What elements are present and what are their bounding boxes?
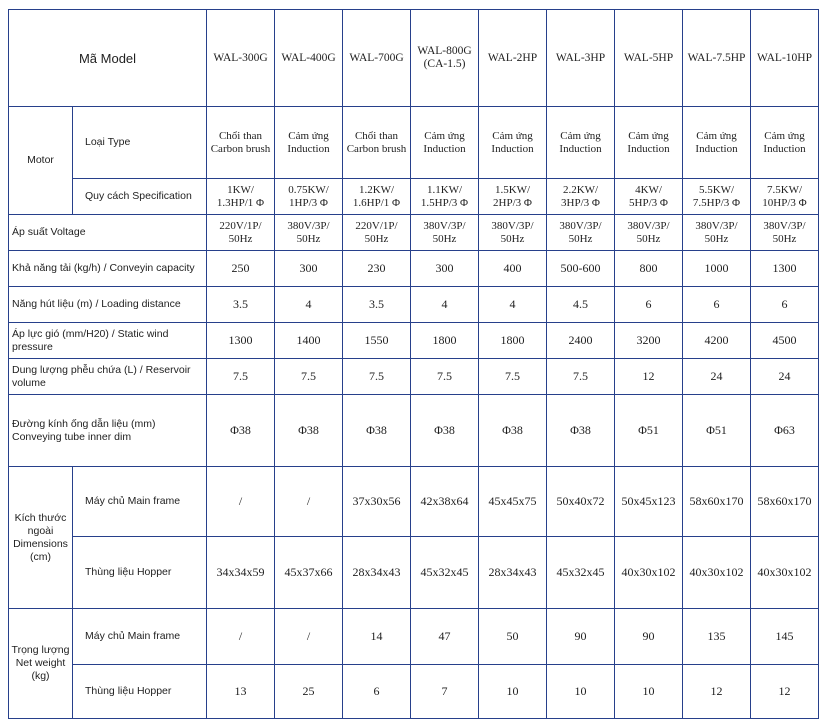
model-name: WAL-3HP <box>547 10 615 107</box>
reservoir-row <box>9 359 819 395</box>
tube-label: Đường kính ống dẫn liệu (mm) Conveying tube inner dim <box>9 395 207 467</box>
weight-main-cell: 90 <box>547 609 615 665</box>
wind-cell: 1800 <box>479 323 547 359</box>
motor-spec-cell: 1KW/ 1.3HP/1 Φ <box>207 179 275 215</box>
weight-group-label: Trọng lượng Net weight (kg) <box>9 609 73 719</box>
weight-hopper-cell: 12 <box>683 665 751 719</box>
dim-hopper-cell: 45x32x45 <box>547 537 615 609</box>
wind-cell: 1800 <box>411 323 479 359</box>
dim-main-row <box>9 467 819 537</box>
dim-hopper-label: Thùng liệu Hopper <box>73 537 207 609</box>
dim-hopper-cell: 40x30x102 <box>751 537 819 609</box>
weight-main-cell: 50 <box>479 609 547 665</box>
weight-main-row <box>9 609 819 665</box>
weight-hopper-row <box>9 665 819 719</box>
motor-type-label: Loại Type <box>73 107 207 179</box>
loading-cell: 4.5 <box>547 287 615 323</box>
dim-main-cell: 50x45x123 <box>615 467 683 537</box>
loading-cell: 4 <box>275 287 343 323</box>
weight-main-cell: / <box>207 609 275 665</box>
tube-cell: Φ38 <box>275 395 343 467</box>
reservoir-cell: 7.5 <box>275 359 343 395</box>
model-name: WAL-400G <box>275 10 343 107</box>
dim-main-cell: / <box>207 467 275 537</box>
motor-spec-cell: 5.5KW/ 7.5HP/3 Φ <box>683 179 751 215</box>
weight-hopper-cell: 10 <box>547 665 615 719</box>
weight-hopper-cell: 13 <box>207 665 275 719</box>
motor-spec-cell: 4KW/ 5HP/3 Φ <box>615 179 683 215</box>
dimensions-group-label: Kích thước ngoài Dimensions (cm) <box>9 467 73 609</box>
dim-hopper-row <box>9 537 819 609</box>
motor-type-cell: Chổi than Carbon brush <box>207 107 275 179</box>
voltage-cell: 380V/3P/ 50Hz <box>275 215 343 251</box>
motor-type-cell: Cảm ứng Induction <box>615 107 683 179</box>
wind-cell: 1550 <box>343 323 411 359</box>
voltage-cell: 380V/3P/ 50Hz <box>683 215 751 251</box>
dim-main-cell: 58x60x170 <box>683 467 751 537</box>
voltage-row <box>9 215 819 251</box>
voltage-label: Áp suất Voltage <box>9 215 207 251</box>
model-name: WAL-300G <box>207 10 275 107</box>
model-header: Mã Model <box>9 10 207 107</box>
reservoir-cell: 24 <box>751 359 819 395</box>
motor-spec-cell: 7.5KW/ 10HP/3 Φ <box>751 179 819 215</box>
wind-cell: 1400 <box>275 323 343 359</box>
weight-hopper-cell: 7 <box>411 665 479 719</box>
tube-cell: Φ38 <box>479 395 547 467</box>
loading-cell: 6 <box>615 287 683 323</box>
dim-hopper-cell: 28x34x43 <box>479 537 547 609</box>
loading-cell: 4 <box>479 287 547 323</box>
weight-hopper-cell: 6 <box>343 665 411 719</box>
motor-type-cell: Chổi than Carbon brush <box>343 107 411 179</box>
voltage-cell: 380V/3P/ 50Hz <box>615 215 683 251</box>
reservoir-cell: 7.5 <box>547 359 615 395</box>
header-row <box>9 10 819 107</box>
motor-type-cell: Cảm ứng Induction <box>751 107 819 179</box>
weight-main-cell: / <box>275 609 343 665</box>
weight-main-cell: 14 <box>343 609 411 665</box>
capacity-row <box>9 251 819 287</box>
capacity-cell: 300 <box>411 251 479 287</box>
motor-spec-cell: 1.5KW/ 2HP/3 Φ <box>479 179 547 215</box>
wind-cell: 4200 <box>683 323 751 359</box>
tube-cell: Φ51 <box>683 395 751 467</box>
reservoir-label: Dung lượng phễu chứa (L) / Reservoir volume <box>9 359 207 395</box>
motor-type-row <box>9 107 819 179</box>
model-name: WAL-2HP <box>479 10 547 107</box>
model-name: WAL-5HP <box>615 10 683 107</box>
motor-spec-cell: 1.1KW/ 1.5HP/3 Φ <box>411 179 479 215</box>
dim-main-cell: / <box>275 467 343 537</box>
capacity-cell: 1300 <box>751 251 819 287</box>
weight-main-cell: 90 <box>615 609 683 665</box>
wind-label: Áp lực gió (mm/H20) / Static wind pressure <box>9 323 207 359</box>
dim-hopper-cell: 45x37x66 <box>275 537 343 609</box>
reservoir-cell: 7.5 <box>343 359 411 395</box>
dim-hopper-cell: 40x30x102 <box>615 537 683 609</box>
loading-cell: 4 <box>411 287 479 323</box>
dim-main-cell: 58x60x170 <box>751 467 819 537</box>
motor-spec-label: Quy cách Specification <box>73 179 207 215</box>
motor-group-label: Motor <box>9 107 73 215</box>
motor-spec-cell: 2.2KW/ 3HP/3 Φ <box>547 179 615 215</box>
voltage-cell: 380V/3P/ 50Hz <box>479 215 547 251</box>
weight-main-cell: 145 <box>751 609 819 665</box>
model-name: WAL-10HP <box>751 10 819 107</box>
wind-cell: 4500 <box>751 323 819 359</box>
motor-spec-row <box>9 179 819 215</box>
loading-cell: 3.5 <box>207 287 275 323</box>
capacity-cell: 230 <box>343 251 411 287</box>
wind-row <box>9 323 819 359</box>
motor-type-cell: Cảm ứng Induction <box>479 107 547 179</box>
reservoir-cell: 12 <box>615 359 683 395</box>
weight-hopper-label: Thùng liệu Hopper <box>73 665 207 719</box>
tube-cell: Φ51 <box>615 395 683 467</box>
model-name: WAL-800G (CA-1.5) <box>411 10 479 107</box>
reservoir-cell: 7.5 <box>411 359 479 395</box>
dim-main-cell: 45x45x75 <box>479 467 547 537</box>
weight-hopper-cell: 10 <box>615 665 683 719</box>
weight-hopper-cell: 12 <box>751 665 819 719</box>
weight-main-label: Máy chủ Main frame <box>73 609 207 665</box>
voltage-cell: 380V/3P/ 50Hz <box>411 215 479 251</box>
voltage-cell: 220V/1P/ 50Hz <box>207 215 275 251</box>
loading-cell: 6 <box>683 287 751 323</box>
wind-cell: 1300 <box>207 323 275 359</box>
dim-hopper-cell: 34x34x59 <box>207 537 275 609</box>
reservoir-cell: 7.5 <box>479 359 547 395</box>
weight-hopper-cell: 25 <box>275 665 343 719</box>
loading-row <box>9 287 819 323</box>
tube-cell: Φ63 <box>751 395 819 467</box>
motor-type-cell: Cảm ứng Induction <box>547 107 615 179</box>
dim-main-label: Máy chủ Main frame <box>73 467 207 537</box>
motor-type-cell: Cảm ứng Induction <box>275 107 343 179</box>
capacity-cell: 400 <box>479 251 547 287</box>
voltage-cell: 380V/3P/ 50Hz <box>547 215 615 251</box>
capacity-cell: 500-600 <box>547 251 615 287</box>
tube-cell: Φ38 <box>207 395 275 467</box>
weight-main-cell: 47 <box>411 609 479 665</box>
tube-cell: Φ38 <box>411 395 479 467</box>
spec-table <box>8 9 819 719</box>
capacity-cell: 1000 <box>683 251 751 287</box>
capacity-cell: 800 <box>615 251 683 287</box>
dim-main-cell: 50x40x72 <box>547 467 615 537</box>
tube-cell: Φ38 <box>343 395 411 467</box>
reservoir-cell: 24 <box>683 359 751 395</box>
dim-hopper-cell: 28x34x43 <box>343 537 411 609</box>
weight-hopper-cell: 10 <box>479 665 547 719</box>
wind-cell: 2400 <box>547 323 615 359</box>
wind-cell: 3200 <box>615 323 683 359</box>
dim-main-cell: 37x30x56 <box>343 467 411 537</box>
loading-label: Năng hút liệu (m) / Loading distance <box>9 287 207 323</box>
capacity-cell: 250 <box>207 251 275 287</box>
voltage-cell: 220V/1P/ 50Hz <box>343 215 411 251</box>
dim-hopper-cell: 45x32x45 <box>411 537 479 609</box>
capacity-cell: 300 <box>275 251 343 287</box>
reservoir-cell: 7.5 <box>207 359 275 395</box>
loading-cell: 6 <box>751 287 819 323</box>
tube-row <box>9 395 819 467</box>
voltage-cell: 380V/3P/ 50Hz <box>751 215 819 251</box>
motor-spec-cell: 0.75KW/ 1HP/3 Φ <box>275 179 343 215</box>
motor-spec-cell: 1.2KW/ 1.6HP/1 Φ <box>343 179 411 215</box>
model-name: WAL-700G <box>343 10 411 107</box>
motor-type-cell: Cảm ứng Induction <box>411 107 479 179</box>
weight-main-cell: 135 <box>683 609 751 665</box>
motor-type-cell: Cảm ứng Induction <box>683 107 751 179</box>
loading-cell: 3.5 <box>343 287 411 323</box>
tube-cell: Φ38 <box>547 395 615 467</box>
dim-hopper-cell: 40x30x102 <box>683 537 751 609</box>
model-name: WAL-7.5HP <box>683 10 751 107</box>
dim-main-cell: 42x38x64 <box>411 467 479 537</box>
capacity-label: Khả năng tải (kg/h) / Conveyin capacity <box>9 251 207 287</box>
